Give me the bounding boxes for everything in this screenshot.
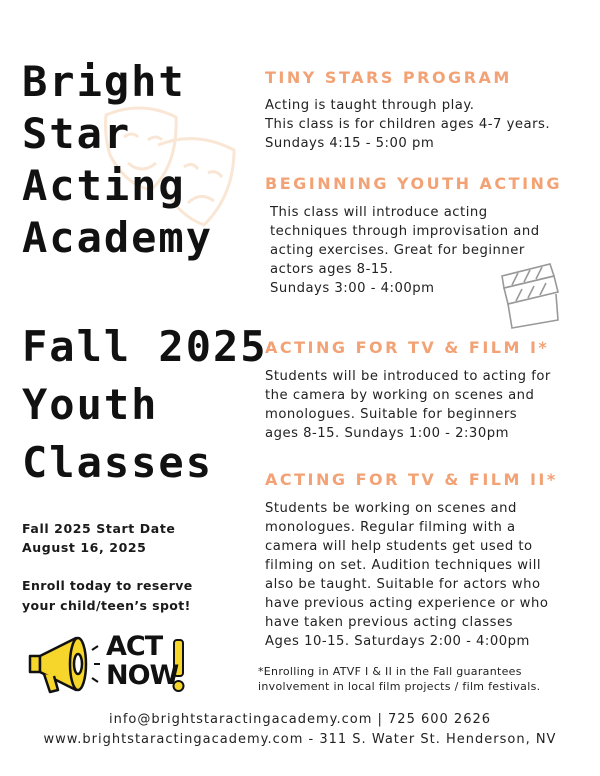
class-heading: ACTING FOR TV & FILM II*	[265, 470, 558, 489]
class-line: also be taught. Suitable for actors who	[265, 577, 541, 592]
class-line: actors ages 8-15.	[270, 262, 394, 277]
start-date	[22, 519, 175, 557]
class-tv-film-2	[265, 470, 558, 651]
contact-email-phone: info@brightstaractingacademy.com | 725 600 2626	[108, 712, 492, 727]
class-line: Sundays 3:00 - 4:00pm	[270, 281, 435, 296]
class-line: This class is for children ages 4-7 years.	[265, 117, 551, 132]
enroll-line: Enroll today to reserve	[22, 578, 193, 593]
class-line: This class will introduce acting	[270, 205, 488, 220]
class-description	[265, 96, 550, 153]
class-line: have previous acting experience or who	[265, 596, 549, 611]
act-now-line: NOW	[106, 660, 179, 691]
season-line: Youth	[22, 380, 159, 429]
season-line: Classes	[22, 438, 214, 487]
act-now-badge	[24, 628, 234, 702]
class-line: Acting is taught through play.	[265, 98, 475, 113]
academy-title	[22, 56, 252, 264]
title-line: Star	[22, 109, 132, 158]
class-line: Students be working on scenes and	[265, 501, 517, 516]
footnote-line: involvement in local film projects / film festivals.	[258, 680, 541, 693]
season-title	[22, 318, 268, 492]
footnote	[258, 664, 540, 694]
season-line: Fall 2025	[22, 322, 268, 371]
class-line: filming on set. Audition techniques will	[265, 558, 542, 573]
class-line: monologues. Suitable for beginners	[265, 407, 518, 422]
start-date-value: August 16, 2025	[22, 540, 147, 555]
contact-web-address: www.brightstaractingacademy.com - 311 S. Water St. Henderson, NV	[43, 732, 557, 747]
title-line: Acting	[22, 161, 186, 210]
class-tiny-stars	[265, 68, 550, 153]
start-date-label: Fall 2025 Start Date	[22, 521, 176, 536]
class-heading: TINY STARS PROGRAM	[265, 68, 512, 87]
class-line: the camera by working on scenes and	[265, 388, 535, 403]
enroll-line: your child/teen’s spot!	[22, 598, 191, 613]
class-line: monologues. Regular filming with a	[265, 520, 516, 535]
footnote-line: *Enrolling in ATVF I & II in the Fall guarantees	[258, 665, 522, 678]
title-line: Academy	[22, 213, 214, 262]
class-description	[270, 203, 562, 298]
class-description	[265, 499, 558, 651]
enroll-callout	[22, 576, 193, 616]
class-line: Sundays 4:15 - 5:00 pm	[265, 136, 435, 151]
title-line: Bright	[22, 57, 186, 106]
class-line: camera will help students get used to	[265, 539, 533, 554]
class-line: ages 8-15. Sundays 1:00 - 2:30pm	[265, 426, 509, 441]
class-line: acting exercises. Great for beginner	[270, 243, 525, 258]
class-line: Students will be introduced to acting for	[265, 369, 551, 384]
class-line: Ages 10-15. Saturdays 2:00 - 4:00pm	[265, 634, 530, 649]
class-line: techniques through improvisation and	[270, 224, 540, 239]
class-beginning-youth	[265, 174, 562, 298]
act-now-line: ACT	[106, 631, 163, 662]
class-line: have taken previous acting classes	[265, 615, 514, 630]
class-description	[265, 367, 551, 443]
class-heading: BEGINNING YOUTH ACTING	[265, 174, 563, 193]
class-tv-film-1	[265, 338, 551, 443]
class-heading: ACTING FOR TV & FILM I*	[265, 338, 550, 357]
